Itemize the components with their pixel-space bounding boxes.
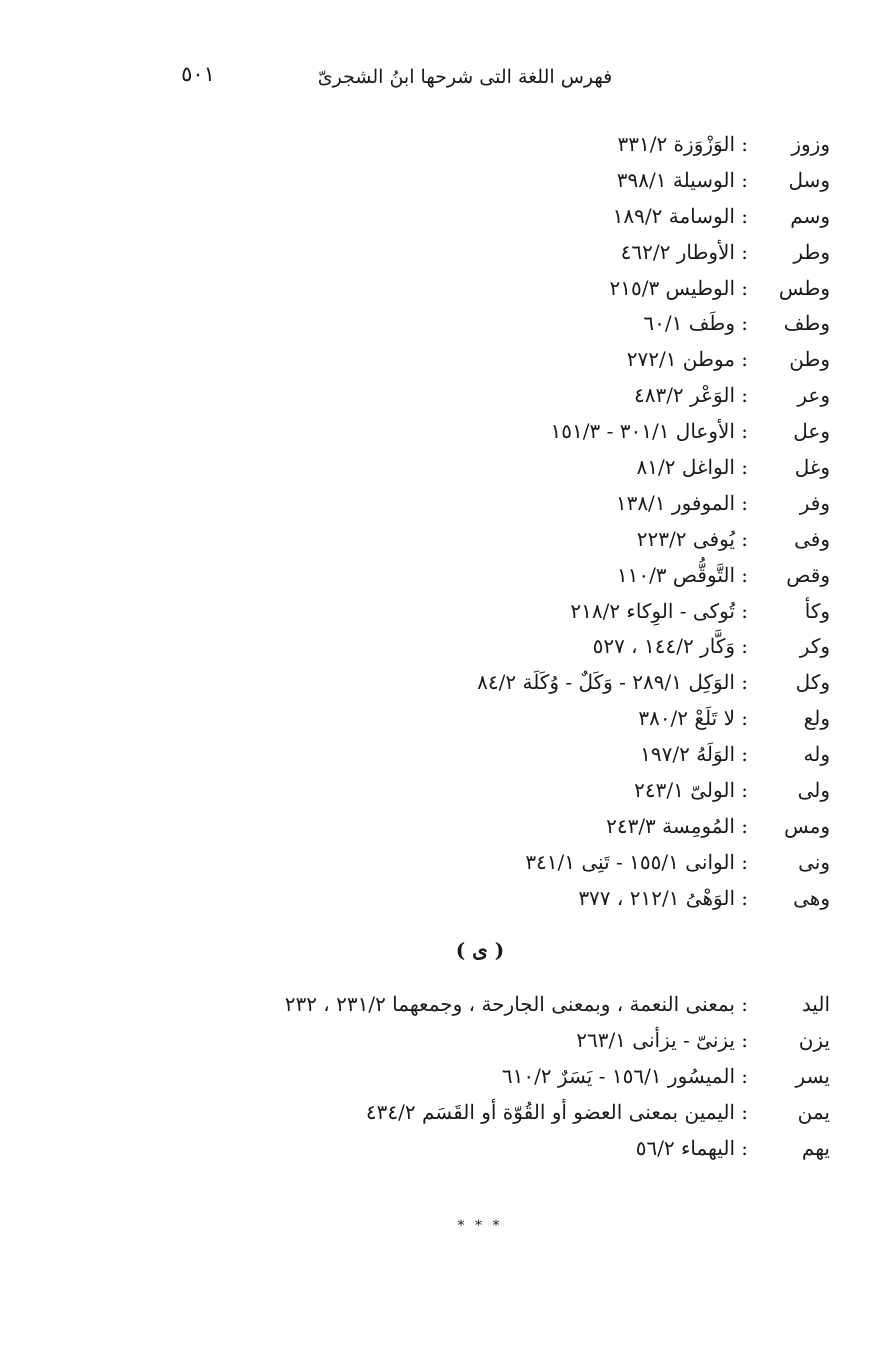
list-item: وكأ : تُوكى - الوِكاء ٢١٨/٢ — [570, 598, 830, 623]
list-item: ولى : الولىّ ٢٤٣/١ — [634, 778, 830, 803]
entry-root: اليد — [801, 992, 830, 1016]
entry-definition: موطن ٢٧٢/١ — [626, 347, 735, 372]
entry-definition: الوسيلة ٣٩٨/١ — [616, 167, 735, 192]
list-item: وسل : الوسيلة ٣٩٨/١ — [616, 167, 830, 192]
running-header-title: فهرس اللغة التى شرحها ابنُ الشجرىّ — [317, 66, 613, 88]
list-item: وعر : الوَعْر ٤٨٣/٢ — [633, 383, 830, 408]
list-item: وسم : الوسامة ١٨٩/٢ — [612, 203, 830, 228]
end-of-section-mark: * * * — [457, 1218, 503, 1234]
list-item: ومس : المُومِسة ٢٤٣/٣ — [606, 813, 830, 838]
entry-root: ولى — [797, 778, 830, 803]
entry-definition: يُوفى ٢٢٣/٢ — [636, 526, 735, 551]
entry-root: وله — [803, 742, 830, 767]
list-item: وطس : الوطيس ٢١٥/٣ — [609, 275, 830, 300]
entry-root: وكأ — [804, 598, 830, 623]
entry-root: ومس — [784, 813, 830, 838]
list-item: ولع : لا تَلَعْ ٣٨٠/٢ — [638, 706, 830, 731]
entry-definition: الوَلَهُ ١٩٧/٢ — [640, 742, 735, 767]
entry-definition: التَّوقُّص ١١٠/٣ — [616, 562, 735, 587]
section-heading-ya: ( ى ) — [455, 938, 505, 962]
list-item: ونى : الوانى ١٥٥/١ - تَنِى ٣٤١/١ — [525, 849, 830, 874]
entry-definition: الواغل ٨١/٢ — [636, 455, 735, 480]
entry-definition: الوَكِل ٢٨٩/١ - وَكَلٌ - وُكَلَة ٨٤/٢ — [477, 670, 735, 695]
entry-root: وفى — [794, 526, 830, 551]
entry-definition: الوانى ١٥٥/١ - تَنِى ٣٤١/١ — [525, 849, 735, 874]
entry-root: وعل — [793, 419, 830, 444]
list-item: وطف : وطَف ٦٠/١ — [643, 311, 830, 336]
entry-root: وطن — [789, 347, 830, 372]
entry-definition: الوَعْر ٤٨٣/٢ — [633, 383, 735, 408]
list-item: وكر : وَكَّار ١٤٤/٢ ، ٥٢٧ — [592, 634, 830, 659]
entry-root: وطر — [793, 239, 830, 264]
entry-definition: الوَزْوَزة ٣٣١/٢ — [617, 132, 735, 156]
list-item: يزن : يزنىّ - يزأنى ٢٦٣/١ — [576, 1027, 830, 1052]
list-item: اليد : بمعنى النعمة ، وبمعنى الجارحة ، وجمعهما ٢٣١/٢ ، ٢٣٢ — [284, 992, 830, 1016]
entry-definition: وَكَّار ١٤٤/٢ ، ٥٢٧ — [592, 634, 735, 659]
list-item: يمن : اليمين بمعنى العضو أو القُوّة أو القَسَم ٤٣٤/٢ — [365, 1099, 830, 1124]
entry-root: وغل — [794, 455, 830, 480]
entry-definition: الوَهْىُ ٢١٢/١ ، ٣٧٧ — [578, 885, 735, 910]
entry-root: يسر — [795, 1063, 830, 1088]
list-item: يسر : الميسُور ١٥٦/١ - يَسَرٌ ٦١٠/٢ — [501, 1063, 830, 1088]
list-item: وعل : الأوعال ٣٠١/١ - ١٥١/٣ — [550, 419, 830, 444]
entry-definition: تُوكى - الوِكاء ٢١٨/٢ — [570, 598, 735, 623]
ya-entries-list — [0, 988, 885, 1167]
entry-definition: بمعنى النعمة ، وبمعنى الجارحة ، وجمعهما ٢٣١/٢ ، ٢٣٢ — [284, 992, 735, 1016]
list-item: وزوز : الوَزْوَزة ٣٣١/٢ — [617, 132, 830, 156]
entry-definition: الولىّ ٢٤٣/١ — [634, 778, 735, 803]
entry-root: وطس — [778, 275, 830, 300]
list-item: وطن : موطن ٢٧٢/١ — [626, 347, 830, 372]
entry-definition: الموفور ١٣٨/١ — [615, 490, 735, 515]
entry-root: وسم — [790, 203, 830, 228]
page-number: ٥٠١ — [181, 62, 215, 86]
entry-root: ولع — [803, 706, 830, 731]
entry-definition: اليمين بمعنى العضو أو القُوّة أو القَسَم ٤٣٤/٢ — [365, 1099, 735, 1124]
entry-root: يمن — [797, 1099, 830, 1124]
entry-definition: الوطيس ٢١٥/٣ — [609, 275, 735, 300]
entry-definition: الأوطار ٤٦٢/٢ — [620, 239, 735, 264]
entry-definition: وطَف ٦٠/١ — [643, 311, 735, 336]
entry-definition: المُومِسة ٢٤٣/٣ — [606, 813, 735, 838]
list-item: وله : الوَلَهُ ١٩٧/٢ — [640, 742, 830, 767]
entry-root: وزوز — [791, 132, 830, 156]
entry-root: وطف — [783, 311, 830, 336]
entry-definition: الأوعال ٣٠١/١ - ١٥١/٣ — [550, 419, 735, 444]
list-item: وهى : الوَهْىُ ٢١٢/١ ، ٣٧٧ — [578, 885, 830, 910]
list-item: وقص : التَّوقُّص ١١٠/٣ — [616, 562, 830, 587]
entry-root: وهى — [793, 885, 830, 910]
list-item: يهم : اليهماء ٥٦/٢ — [635, 1135, 830, 1160]
list-item: وكل : الوَكِل ٢٨٩/١ - وَكَلٌ - وُكَلَة ٨٤/٢ — [477, 670, 830, 695]
entry-root: يهم — [801, 1135, 830, 1160]
list-item: وفر : الموفور ١٣٨/١ — [615, 490, 830, 515]
list-item: وطر : الأوطار ٤٦٢/٢ — [620, 239, 830, 264]
entry-root: وكل — [795, 670, 830, 695]
entry-definition: لا تَلَعْ ٣٨٠/٢ — [638, 706, 735, 731]
entry-definition: اليهماء ٥٦/٢ — [635, 1135, 735, 1160]
entry-root: وكر — [799, 634, 830, 659]
entry-root: وعر — [797, 383, 830, 408]
entry-definition: الميسُور ١٥٦/١ - يَسَرٌ ٦١٠/٢ — [501, 1063, 735, 1088]
waw-entries-list — [0, 128, 885, 918]
list-item: وغل : الواغل ٨١/٢ — [636, 455, 830, 480]
entry-root: يزن — [798, 1027, 830, 1052]
entry-definition: يزنىّ - يزأنى ٢٦٣/١ — [576, 1027, 735, 1052]
entry-root: وسل — [788, 167, 830, 192]
entry-root: وقص — [786, 562, 830, 587]
entry-root: ونى — [798, 849, 830, 874]
entry-definition: الوسامة ١٨٩/٢ — [612, 203, 735, 228]
entry-root: وفر — [799, 490, 830, 515]
list-item: وفى : يُوفى ٢٢٣/٢ — [636, 526, 830, 551]
